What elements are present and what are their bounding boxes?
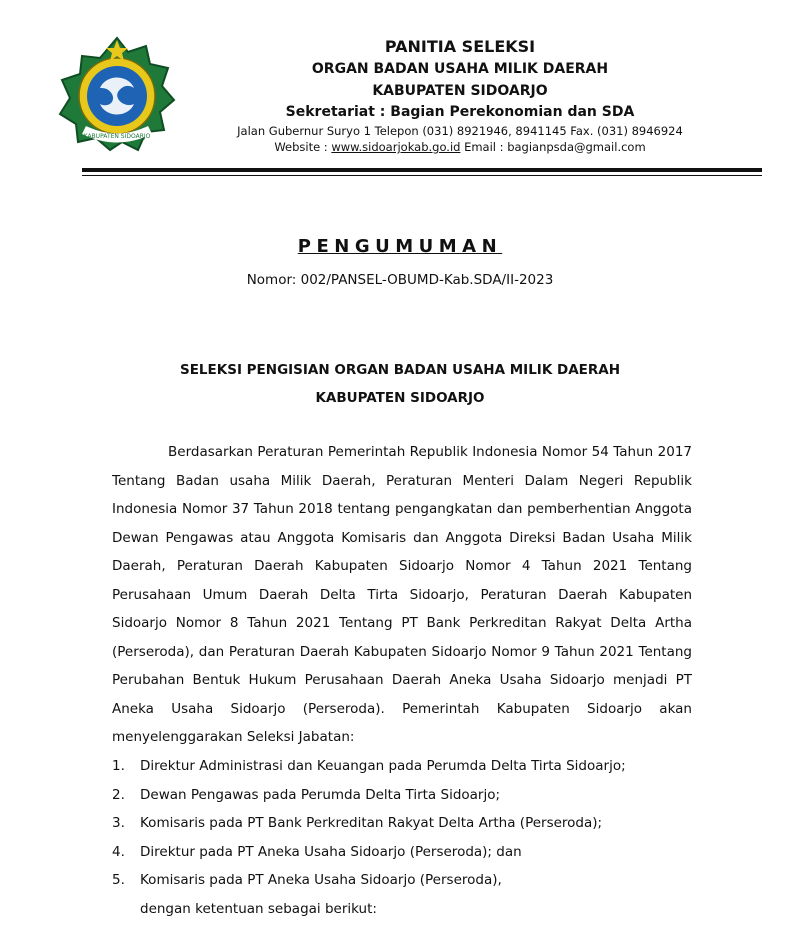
letterhead [180, 36, 740, 156]
website-link[interactable]: www.sidoarjokab.go.id [331, 140, 461, 154]
committee-title: PANITIA SELEKSI [384, 37, 536, 56]
intro-paragraph: Berdasarkan Peraturan Pemerintah Republik Indonesia Nomor 54 Tahun 2017 Tentang Badan usaha Milik Daerah, Peraturan Menteri Dalam Negeri Republik Indonesia Nomor 37 Tahun 2018 tentang pengangkatan dan pemberhentian Anggota Dewan Pengawas atau Anggota Komisaris dan Anggota Direksi Badan Usaha Milik Daerah, Peraturan Daerah Kabupaten Sidoarjo Nomor 4 Tahun 2021 Tentang Perusahaan Umum Daerah Delta Tirta Sidoarjo, Peraturan Daerah Kabupaten Sidoarjo Nomor 8 Tahun 2021 Tentang PT Bank Perkreditan Rakyat Delta Artha (Perseroda), dan Peraturan Daerah Kabupaten Sidoarjo Nomor 9 Tahun 2021 Tentang Perubahan Bentuk Hukum Perusahaan Daerah Aneka Usaha Sidoarjo menjadi PT Aneka Usaha Sidoarjo (Perseroda). Pemerintah Kabupaten Sidoarjo akan menyelenggarakan Seleksi Jabatan: [112, 444, 692, 745]
list-number: 5. [112, 872, 125, 888]
email-address: bagianpsda@gmail.com [507, 140, 646, 154]
list-item [112, 809, 712, 838]
address-line: Jalan Gubernur Suryo 1 Telepon (031) 8921946, 8941145 Fax. (031) 8946924 [237, 124, 683, 138]
header-divider-thick [82, 168, 762, 172]
list-item [112, 866, 712, 895]
list-number: 4. [112, 843, 125, 860]
list-number: 2. [112, 786, 125, 803]
list-item [112, 781, 712, 810]
regency-name: KABUPATEN SIDOARJO [372, 83, 548, 99]
organization-name: ORGAN BADAN USAHA MILIK DAERAH [311, 61, 609, 77]
subject-line-1: SELEKSI PENGISIAN ORGAN BADAN USAHA MILIK DAERAH [179, 362, 620, 378]
logo-text: KABUPATEN SIDOARJO [83, 133, 151, 140]
list-text: Direktur Administrasi dan Keuangan pada Perumda Delta Tirta Sidoarjo; [140, 758, 626, 774]
secretariat: Sekretariat : Bagian Perekonomian dan SDA [285, 104, 635, 120]
list-text: Dewan Pengawas pada Perumda Delta Tirta Sidoarjo; [140, 786, 501, 803]
subject-line-2: KABUPATEN SIDOARJO [315, 390, 485, 406]
position-list [112, 752, 712, 923]
list-item [112, 838, 712, 867]
header-divider-thin [82, 175, 762, 176]
document-number: Nomor: 002/PANSEL-OBUMD-Kab.SDA/II-2023 [246, 272, 554, 288]
list-item [112, 752, 712, 781]
list-text: Komisaris pada PT Aneka Usaha Sidoarjo (Perseroda), [140, 872, 502, 888]
body-text [112, 438, 692, 752]
kabupaten-sidoarjo-logo [56, 34, 178, 156]
document-title: PENGUMUMAN [297, 236, 503, 257]
email-label: Email : [460, 140, 508, 154]
closing-line: dengan ketentuan sebagai berikut: [140, 900, 377, 917]
list-text: Direktur pada PT Aneka Usaha Sidoarjo (Perseroda); dan [140, 843, 522, 860]
website-label: Website : [274, 140, 332, 154]
list-number: 1. [112, 758, 125, 774]
list-number: 3. [112, 815, 125, 831]
contact-line [180, 139, 740, 156]
subject-heading [0, 356, 800, 412]
list-text: Komisaris pada PT Bank Perkreditan Rakyat Delta Artha (Perseroda); [140, 815, 603, 831]
